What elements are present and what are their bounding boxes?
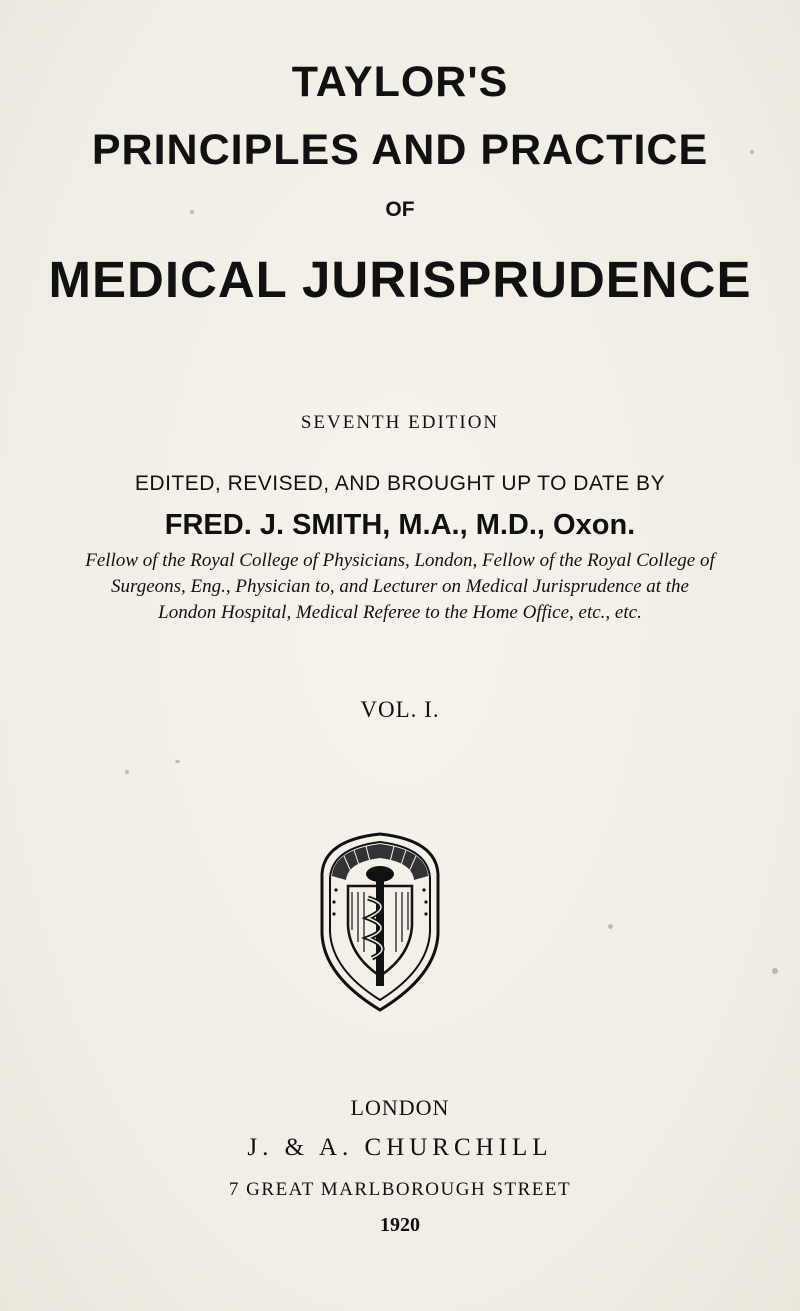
imprint-city: LONDON bbox=[350, 1095, 450, 1120]
title-line-2: PRINCIPLES AND PRACTICE bbox=[91, 126, 709, 174]
paper-speck bbox=[608, 924, 613, 929]
volume-label: VOL. I. bbox=[360, 697, 440, 722]
paper-speck bbox=[125, 770, 129, 774]
credentials-line-3: London Hospital, Medical Referee to the Home Office, etc., etc. bbox=[158, 602, 642, 623]
paper-speck bbox=[772, 968, 778, 974]
edition-label: SEVENTH EDITION bbox=[300, 412, 500, 433]
imprint-address: 7 GREAT MARLBOROUGH STREET bbox=[228, 1179, 572, 1200]
editor-credentials bbox=[0, 548, 800, 626]
publisher-shield-emblem-icon bbox=[314, 826, 446, 1014]
editor-name: FRED. J. SMITH, M.A., M.D., Oxon. bbox=[164, 509, 636, 541]
title-line-3: MEDICAL JURISPRUDENCE bbox=[48, 251, 752, 308]
imprint-year: 1920 bbox=[380, 1214, 420, 1236]
paper-speck bbox=[175, 760, 180, 763]
paper-speck bbox=[190, 210, 194, 214]
credentials-line-1: Fellow of the Royal College of Physicians, London, Fellow of the Royal College of bbox=[85, 550, 715, 571]
credentials-line-2: Surgeons, Eng., Physician to, and Lecturer on Medical Jurisprudence at the bbox=[111, 576, 689, 597]
paper-speck bbox=[750, 150, 754, 154]
title-of: OF bbox=[385, 198, 415, 221]
edited-by-line: EDITED, REVISED, AND BROUGHT UP TO DATE BY bbox=[134, 472, 666, 495]
imprint-publisher: J. & A. CHURCHILL bbox=[247, 1134, 553, 1161]
title-line-1: TAYLOR'S bbox=[291, 58, 509, 106]
